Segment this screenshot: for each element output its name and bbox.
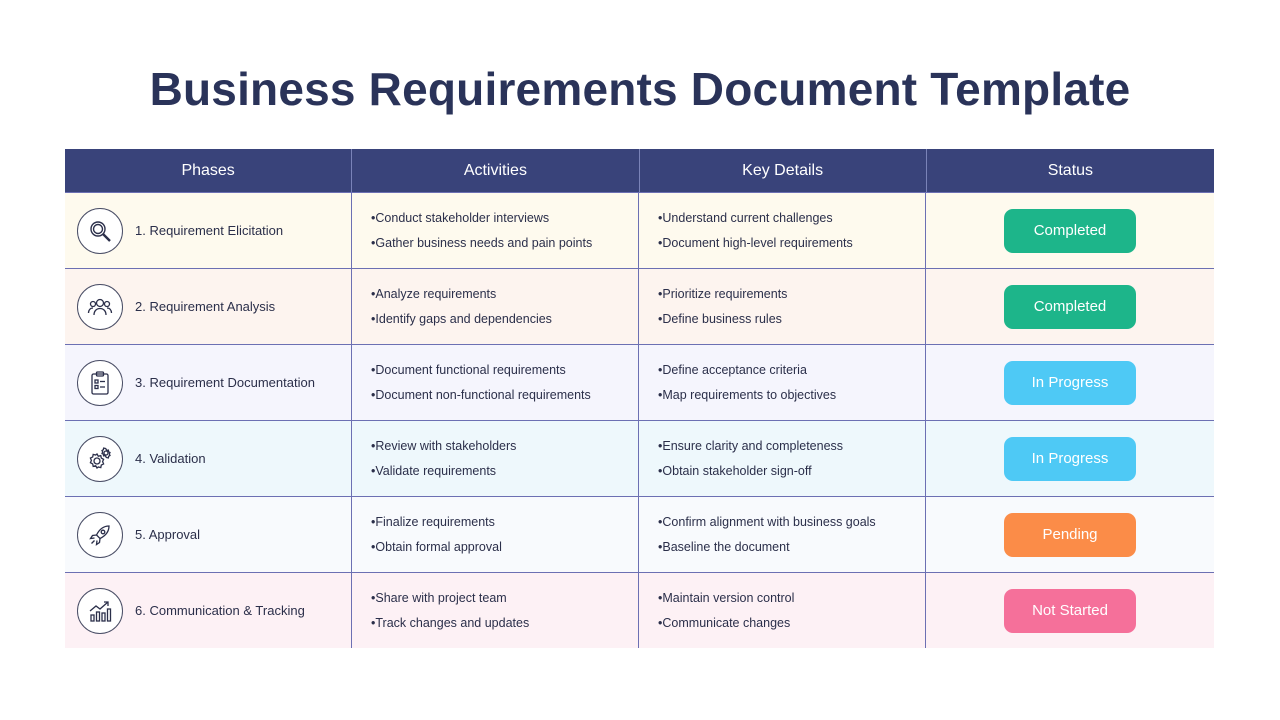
gears-icon: [77, 436, 123, 482]
phase-label: 3. Requirement Documentation: [135, 375, 315, 390]
status-cell: [926, 421, 1214, 496]
activities-cell: [352, 269, 639, 344]
table-row-6: [65, 572, 1214, 648]
phase-label: 4. Validation: [135, 451, 206, 466]
activity-item: • Review with stakeholders: [371, 434, 638, 459]
phase-cell: [65, 497, 352, 572]
activity-item: • Obtain formal approval: [371, 535, 638, 560]
status-badge: In Progress: [1004, 361, 1136, 405]
status-cell: [926, 269, 1214, 344]
key-detail-item: • Define acceptance criteria: [658, 358, 925, 383]
phase-cell: [65, 269, 352, 344]
header-phases: Phases: [65, 149, 352, 192]
requirements-table: [65, 149, 1214, 648]
key-detail-item: • Prioritize requirements: [658, 282, 925, 307]
activities-cell: [352, 497, 639, 572]
growth-chart-icon: [77, 588, 123, 634]
key-details-cell: [639, 573, 926, 648]
activity-item: • Document functional requirements: [371, 358, 638, 383]
status-cell: [926, 497, 1214, 572]
status-badge: Not Started: [1004, 589, 1136, 633]
status-cell: [926, 193, 1214, 268]
team-icon: [77, 284, 123, 330]
status-badge: Completed: [1004, 285, 1136, 329]
header-status: Status: [1047, 161, 1094, 179]
magnifier-icon: [77, 208, 123, 254]
phase-cell: [65, 345, 352, 420]
key-details-cell: [639, 497, 926, 572]
key-detail-item: • Map requirements to objectives: [658, 383, 925, 408]
header-activities: Activities: [352, 149, 639, 192]
status-badge: Pending: [1004, 513, 1136, 557]
key-detail-item: • Ensure clarity and completeness: [658, 434, 925, 459]
key-detail-item: • Maintain version control: [658, 586, 925, 611]
status-cell: [926, 345, 1214, 420]
activities-cell: [352, 193, 639, 268]
table-row-2: [65, 268, 1214, 344]
activity-item: • Share with project team: [371, 586, 638, 611]
status-badge: Completed: [1004, 209, 1136, 253]
phase-label: 2. Requirement Analysis: [135, 299, 276, 314]
key-detail-item: • Understand current challenges: [658, 206, 925, 231]
key-detail-item: • Baseline the document: [658, 535, 925, 560]
status-badge: In Progress: [1004, 437, 1136, 481]
phase-label: 6. Communication & Tracking: [135, 603, 305, 618]
page-title: Business Requirements Document Template: [149, 63, 1131, 115]
table-row-1: [65, 192, 1214, 268]
table-row-3: [65, 344, 1214, 420]
rocket-icon: [77, 512, 123, 558]
activities-cell: [352, 345, 639, 420]
phase-cell: [65, 573, 352, 648]
activity-item: • Finalize requirements: [371, 510, 638, 535]
table-row-5: [65, 496, 1214, 572]
key-detail-item: • Obtain stakeholder sign-off: [658, 459, 925, 484]
key-detail-item: • Document high-level requirements: [658, 231, 925, 256]
header-key-details: Key Details: [640, 149, 927, 192]
key-detail-item: • Confirm alignment with business goals: [658, 510, 925, 535]
activity-item: • Document non-functional requirements: [371, 383, 638, 408]
activity-item: • Gather business needs and pain points: [371, 231, 638, 256]
activity-item: • Identify gaps and dependencies: [371, 307, 638, 332]
table-header: [65, 149, 1214, 192]
phase-label: 5. Approval: [135, 527, 201, 542]
key-detail-item: • Define business rules: [658, 307, 925, 332]
activities-cell: [352, 421, 639, 496]
table-row-4: [65, 420, 1214, 496]
key-details-cell: [639, 421, 926, 496]
key-details-cell: [639, 269, 926, 344]
activity-item: • Validate requirements: [371, 459, 638, 484]
phase-label: 1. Requirement Elicitation: [135, 223, 284, 238]
key-details-cell: [639, 193, 926, 268]
phase-cell: [65, 421, 352, 496]
key-detail-item: • Communicate changes: [658, 611, 925, 636]
activity-item: • Track changes and updates: [371, 611, 638, 636]
activities-cell: [352, 573, 639, 648]
key-details-cell: [639, 345, 926, 420]
clipboard-icon: [77, 360, 123, 406]
phase-cell: [65, 193, 352, 268]
activity-item: • Conduct stakeholder interviews: [371, 206, 638, 231]
activity-item: • Analyze requirements: [371, 282, 638, 307]
status-cell: [926, 573, 1214, 648]
